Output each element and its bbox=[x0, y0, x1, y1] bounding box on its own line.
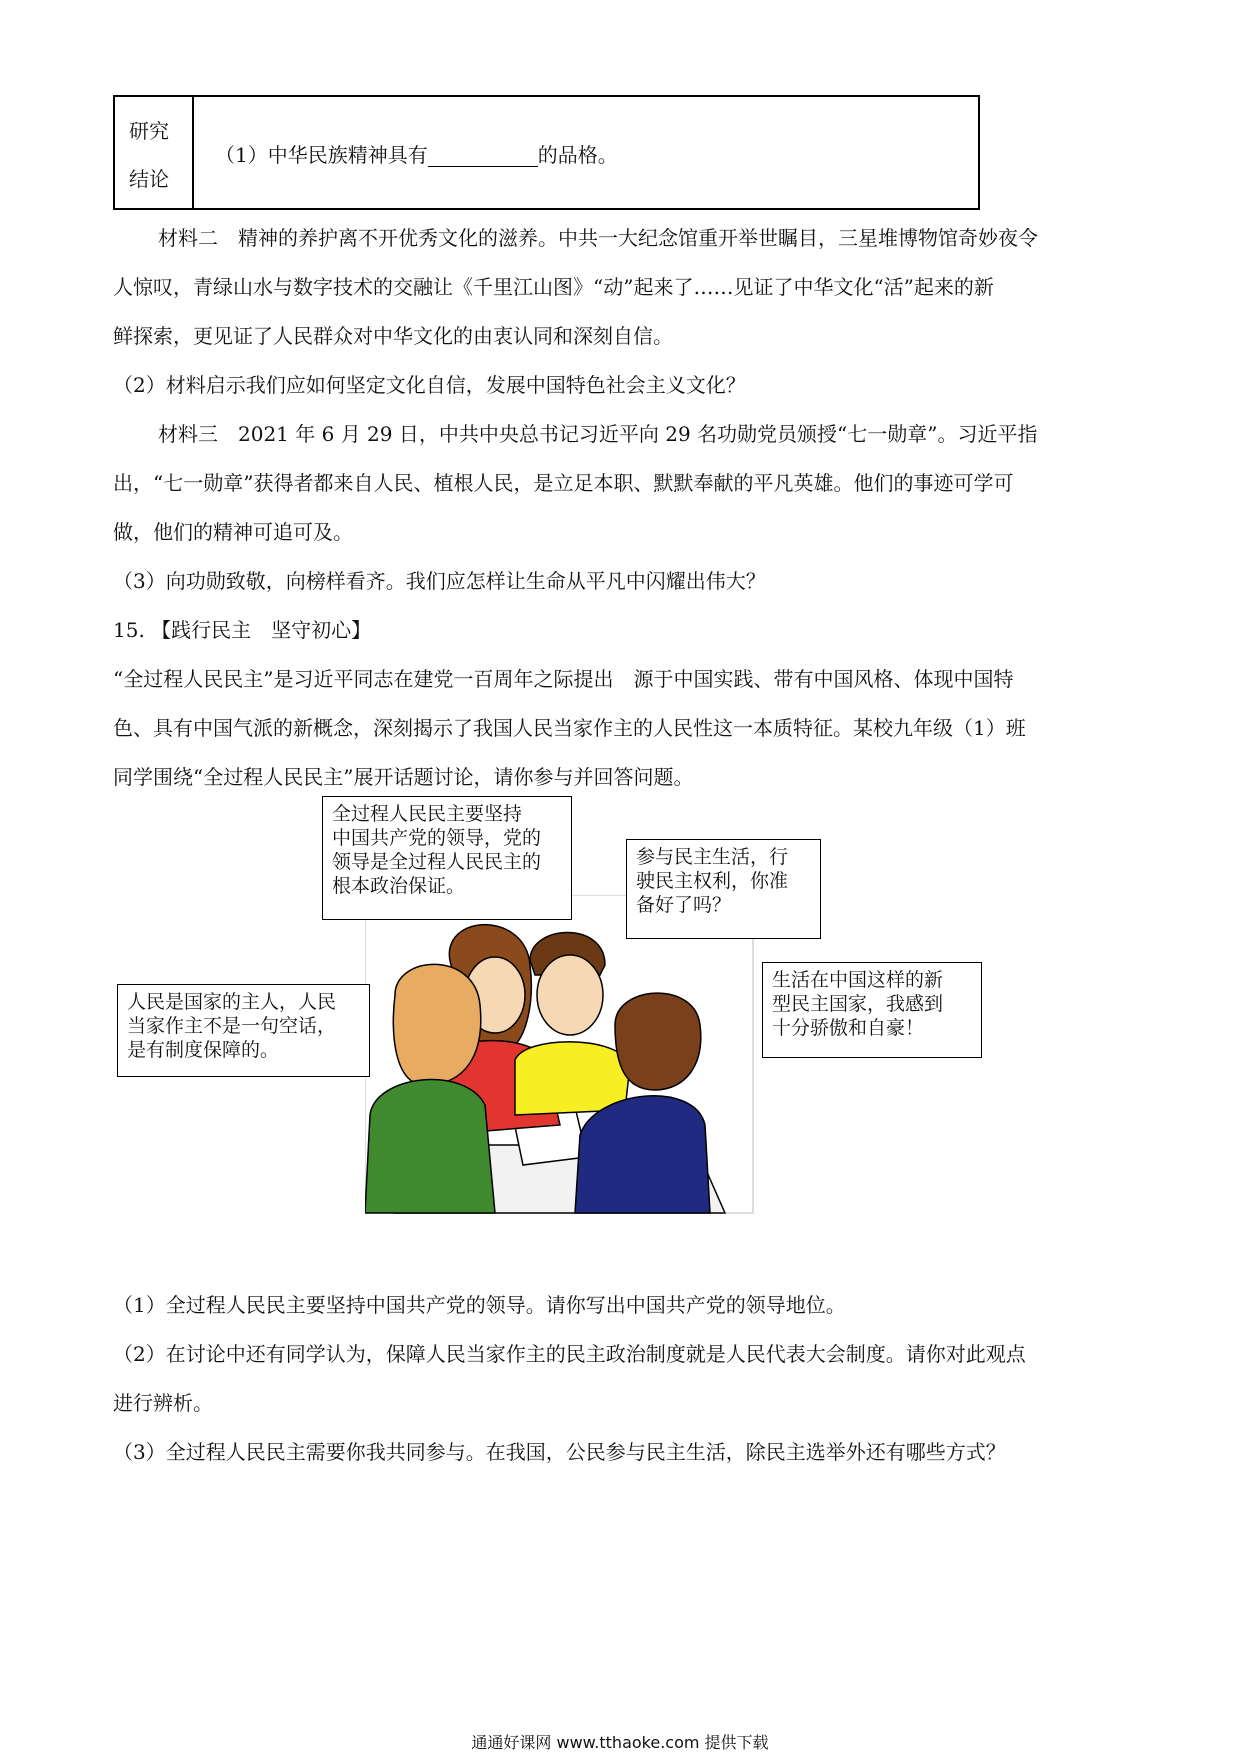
q15-sub2-line2: 进行辨析。 bbox=[113, 1391, 213, 1415]
man-blue-hair bbox=[615, 993, 701, 1090]
q15-intro-line1: “全过程人民民主”是习近平同志在建党一百周年之际提出 源于中国实践、带有中国风格、体现中国特 bbox=[113, 667, 1014, 691]
bubble-text: 备好了吗？ bbox=[636, 894, 732, 916]
material2-line2: 人惊叹，青绿山水与数字技术的交融让《千里江山图》“动”起来了……见证了中华文化“活”起来的新 bbox=[113, 275, 994, 299]
material3-line3: 做，他们的精神可追可及。 bbox=[113, 520, 353, 544]
bubble-text: 参与民主生活，行 bbox=[636, 846, 789, 868]
q15-sub2-line1: （2）在讨论中还有同学认为，保障人民当家作主的民主政治制度就是人民代表大会制度。请你对此观点 bbox=[113, 1342, 1026, 1366]
bubble-text: 是有制度保障的。 bbox=[127, 1039, 280, 1061]
bubble-text: 全过程人民民主要坚持 bbox=[332, 803, 523, 825]
material3-line1: 材料三 2021 年 6 月 29 日，中共中央总书记习近平向 29 名功勋党员颁授“七一勋章”。习近平指 bbox=[158, 422, 1038, 446]
speech-bubble-right bbox=[762, 962, 982, 1058]
man-blue-shirt bbox=[575, 1096, 710, 1213]
bubble-text: 中国共产党的领导，党的 bbox=[332, 827, 542, 849]
woman-green-shirt bbox=[365, 1080, 495, 1213]
conclusion-item bbox=[215, 143, 618, 167]
answer-blank[interactable] bbox=[428, 148, 538, 167]
speech-bubble-top-left bbox=[322, 796, 572, 920]
conclusion-table bbox=[113, 95, 980, 210]
bubble-text: 领导是全过程人民民主的 bbox=[332, 851, 542, 873]
conclusion-prefix: （1）中华民族精神具有 bbox=[215, 143, 428, 167]
woman-green-hair bbox=[393, 964, 480, 1085]
bubble-text: 人民是国家的主人，人民 bbox=[127, 991, 337, 1013]
q15-heading: 15. 【践行民主 坚守初心】 bbox=[113, 618, 372, 642]
discussion-illustration bbox=[365, 895, 755, 1215]
conclusion-suffix: 的品格。 bbox=[537, 143, 618, 167]
q15-intro-line3: 同学围绕“全过程人民民主”展开话题讨论，请你参与并回答问题。 bbox=[113, 765, 694, 789]
man-yellow-face bbox=[537, 955, 603, 1035]
question-3: （3）向功勋致敬，向榜样看齐。我们应怎样让生命从平凡中闪耀出伟大？ bbox=[113, 569, 766, 593]
bubble-text: 根本政治保证。 bbox=[332, 875, 466, 897]
speech-bubble-top-right bbox=[626, 839, 821, 939]
q15-sub1: （1）全过程人民民主要坚持中国共产党的领导。请你写出中国共产党的领导地位。 bbox=[113, 1293, 846, 1317]
table-header-line1: 研究 bbox=[129, 119, 169, 143]
bubble-text: 当家作主不是一句空话， bbox=[127, 1015, 337, 1037]
material2-line3: 鲜探索，更见证了人民群众对中华文化的由衷认同和深刻自信。 bbox=[113, 324, 673, 348]
page-footer: 通通好课网 www.tthaoke.com 提供下载 bbox=[471, 1733, 769, 1752]
bubble-text: 驶民主权利，你准 bbox=[636, 870, 789, 892]
q15-sub3: （3）全过程人民民主需要你我共同参与。在我国，公民参与民主生活，除民主选举外还有哪些方式？ bbox=[113, 1440, 1006, 1464]
bubble-text: 型民主国家，我感到 bbox=[772, 993, 944, 1015]
table-header-line2: 结论 bbox=[129, 167, 169, 191]
q15-intro-line2: 色、具有中国气派的新概念，深刻揭示了我国人民当家作主的人民性这一本质特征。某校九年级（1）班 bbox=[113, 716, 1026, 740]
speech-bubble-left bbox=[117, 984, 370, 1077]
table-divider bbox=[192, 97, 194, 208]
material3-line2: 出，“七一勋章”获得者都来自人民、植根人民，是立足本职、默默奉献的平凡英雄。他们的事迹可学可 bbox=[113, 471, 1014, 495]
bubble-text: 十分骄傲和自豪！ bbox=[772, 1017, 925, 1039]
material2-line1: 材料二 精神的养护离不开优秀文化的滋养。中共一大纪念馆重开举世瞩目，三星堆博物馆奇妙夜令 bbox=[158, 226, 1038, 250]
bubble-text: 生活在中国这样的新 bbox=[772, 969, 944, 991]
question-2: （2）材料启示我们应如何坚定文化自信，发展中国特色社会主义文化？ bbox=[113, 373, 746, 397]
